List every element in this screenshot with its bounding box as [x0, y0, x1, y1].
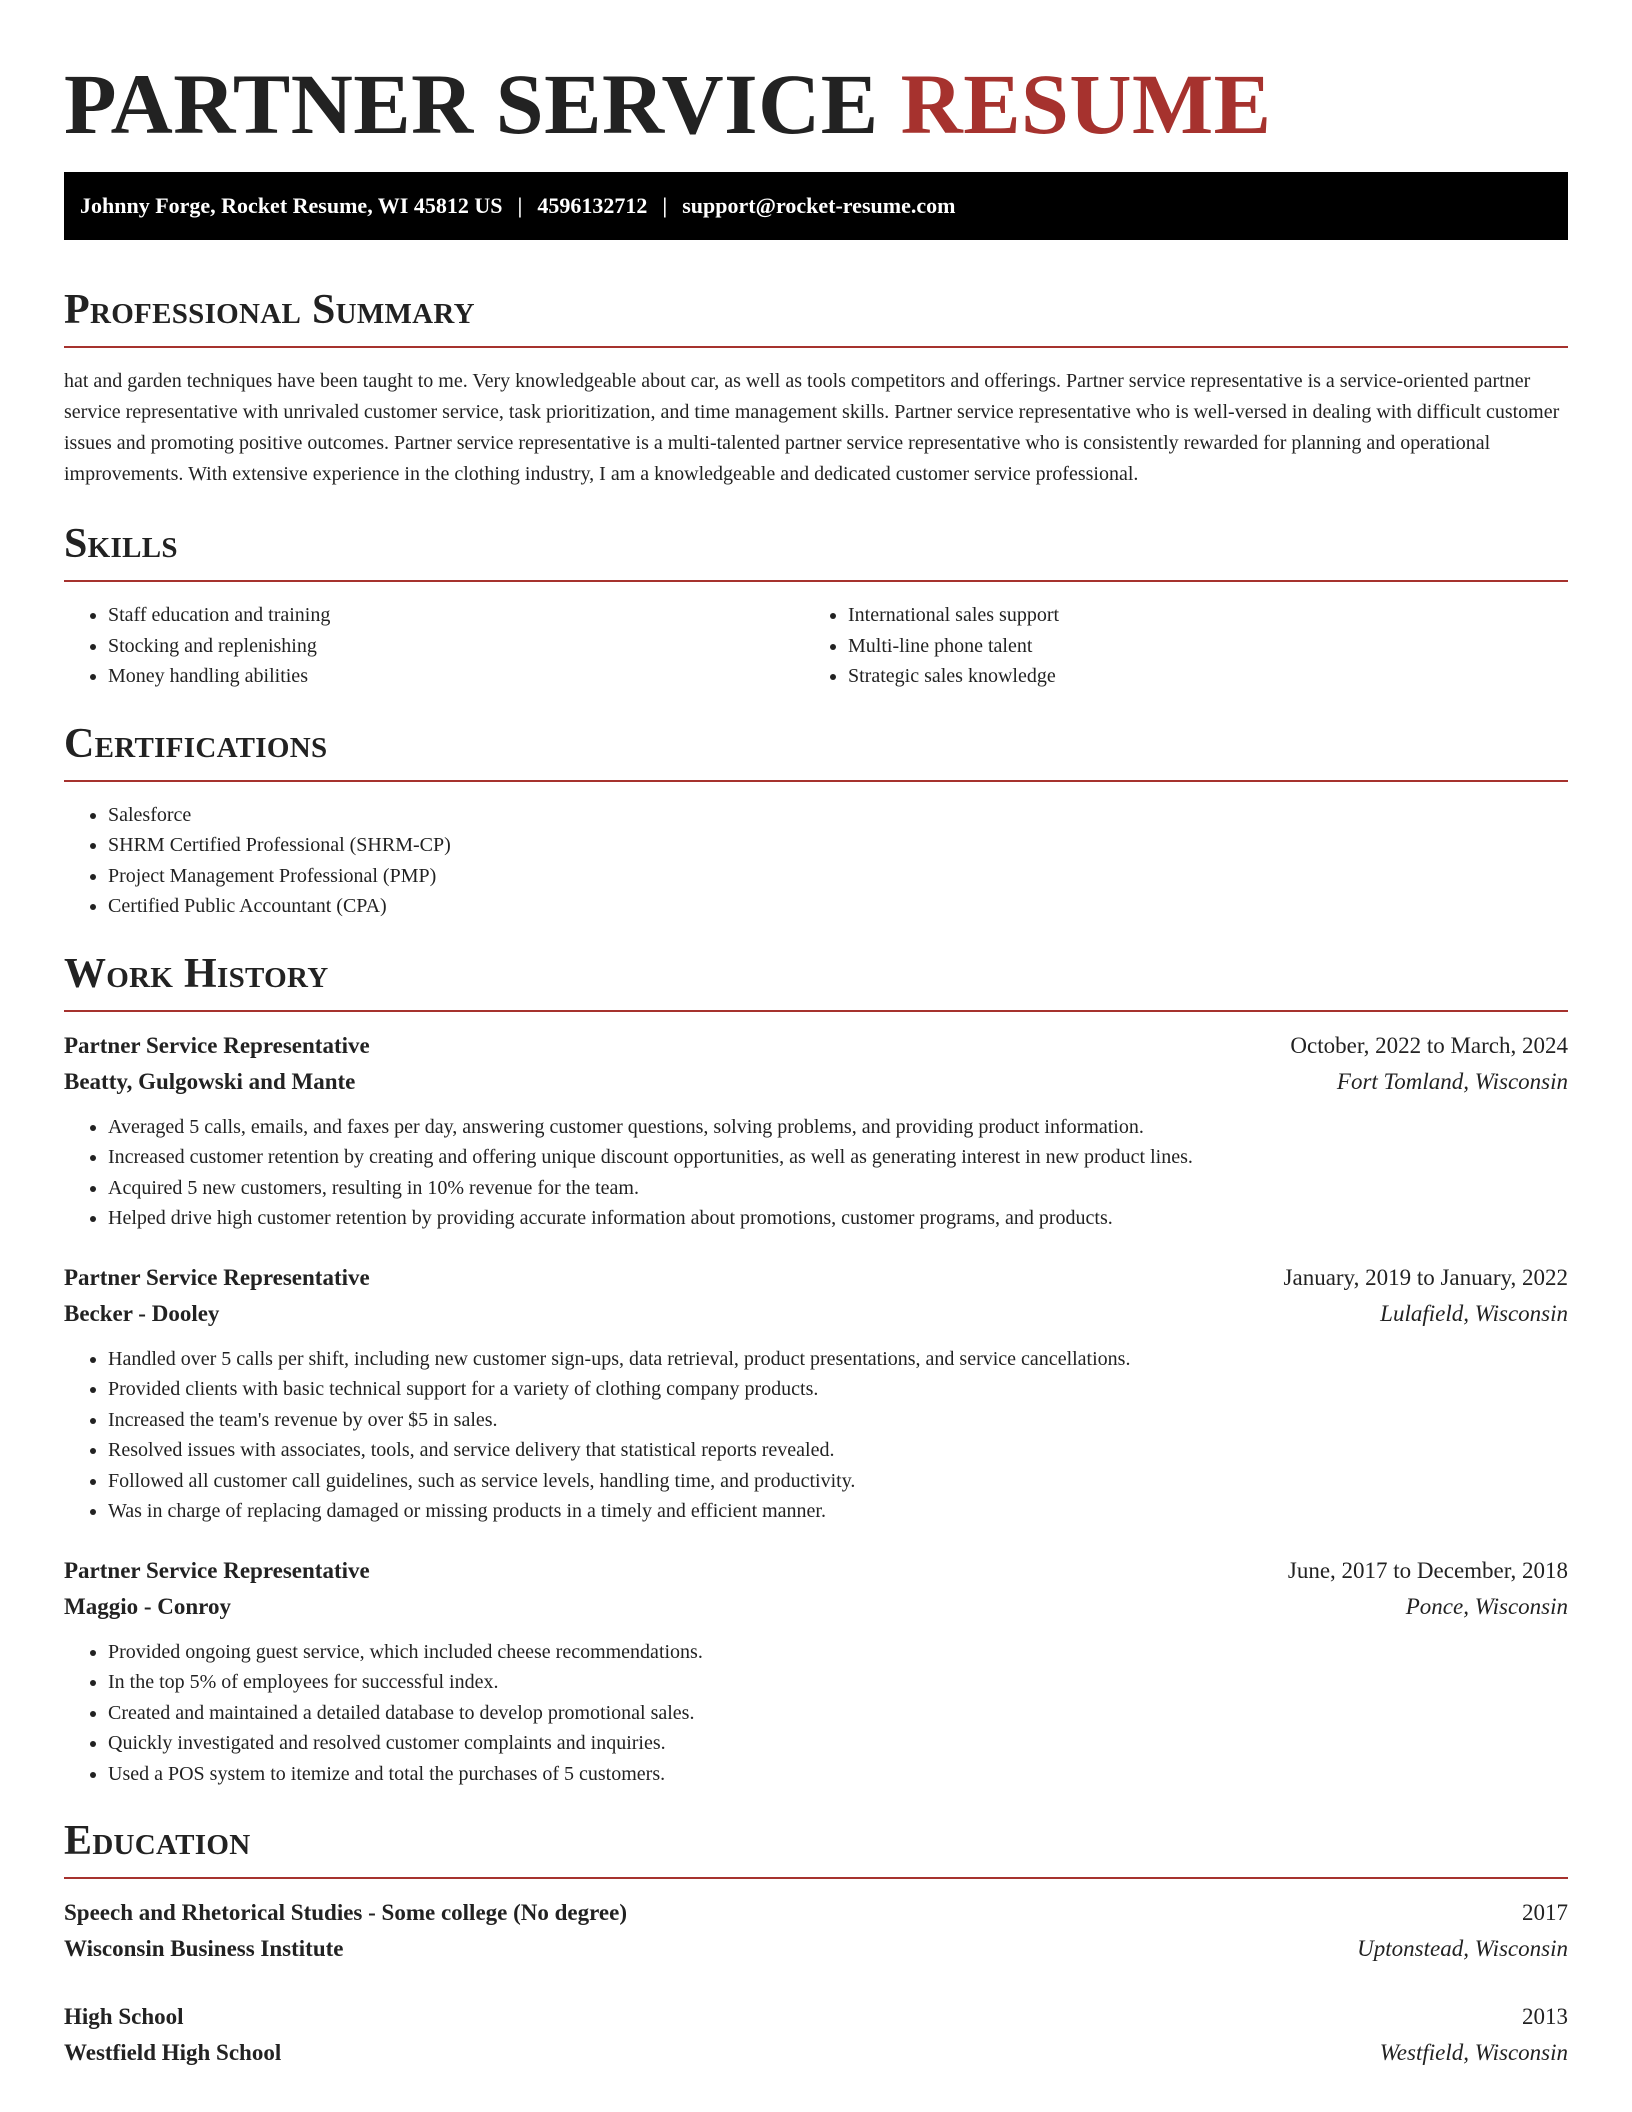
contact-separator: |: [517, 193, 523, 218]
job-bullets: [64, 1637, 1568, 1790]
education-entry: [64, 1999, 1568, 2071]
section-title-summary: Professional Summary: [64, 287, 475, 333]
skill-item: • Money handling abilities: [108, 661, 804, 692]
job-location: Fort Tomland, Wisconsin: [1336, 1068, 1568, 1094]
skills-column-left: [64, 582, 804, 692]
certification-item: • Project Management Professional (PMP): [108, 861, 1568, 892]
section-divider: [64, 346, 1568, 348]
job-bullets: [64, 1112, 1568, 1234]
job-location: Lulafield, Wisconsin: [1380, 1300, 1568, 1326]
skill-item: • Multi-line phone talent: [848, 631, 1544, 662]
job-bullet: • Averaged 5 calls, emails, and faxes per day, answering customer questions, solving problems, and providing product information.: [108, 1112, 1568, 1143]
job-bullet: • Was in charge of replacing damaged or missing products in a timely and efficient manner.: [108, 1496, 1568, 1527]
section-divider: [64, 1010, 1568, 1012]
job-dates: January, 2019 to January, 2022: [1283, 1264, 1568, 1290]
job-bullet: • Handled over 5 calls per shift, including new customer sign-ups, data retrieval, product presentations, and service cancellations.: [108, 1344, 1568, 1375]
skill-item: • Stocking and replenishing: [108, 631, 804, 662]
job-bullet: • Followed all customer call guidelines, such as service levels, handling time, and productivity.: [108, 1466, 1568, 1497]
section-title-skills: Skills: [64, 521, 178, 567]
job-company: Becker - Dooley: [64, 1300, 220, 1326]
job-title: Partner Service Representative: [64, 1264, 370, 1290]
job-bullet: • Acquired 5 new customers, resulting in 10% revenue for the team.: [108, 1173, 1568, 1204]
job-subheader: [64, 1589, 1568, 1625]
job-bullet: • Provided clients with basic technical support for a variety of clothing company products.: [108, 1374, 1568, 1405]
summary-text: hat and garden techniques have been taught to me. Very knowledgeable about car, as well as tools competitors and offerings. Partner service representative is a service-oriented partner service representative with unrivaled customer service, task prioritization, and time management skills. Partner service representative who is well-versed in dealing with difficult customer issues and promoting positive outcomes. Partner service representative is a multi-talented partner service representative who is consistently rewarded for planning and operational improvements. With extensive experience in the clothing industry, I am a knowledgeable and dedicated customer service professional.: [64, 370, 1560, 485]
job-bullet: • Helped drive high customer retention by providing accurate information about promotions, customer programs, and products.: [108, 1203, 1568, 1234]
certifications-list: [64, 800, 1568, 922]
job-bullet: • Increased the team's revenue by over $5 in sales.: [108, 1405, 1568, 1436]
skills-column-right: [804, 582, 1544, 692]
job-bullet: • Used a POS system to itemize and total the purchases of 5 customers.: [108, 1759, 1568, 1790]
job-dates: October, 2022 to March, 2024: [1290, 1032, 1568, 1058]
contact-separator: |: [662, 193, 668, 218]
contact-phone: 4596132712: [537, 193, 648, 218]
job-bullet: • Provided ongoing guest service, which included cheese recommendations.: [108, 1637, 1568, 1668]
job-bullet: • Increased customer retention by creating and offering unique discount opportunities, as well as generating interest in new product lines.: [108, 1142, 1568, 1173]
job-bullets: [64, 1344, 1568, 1527]
job-bullet: • In the top 5% of employees for successful index.: [108, 1667, 1568, 1698]
job-subheader: [64, 1064, 1568, 1100]
certification-item: • Salesforce: [108, 800, 1568, 831]
job-company: Beatty, Gulgowski and Mante: [64, 1068, 356, 1094]
job-header: [64, 1260, 1568, 1296]
certifications-section: [64, 718, 1568, 922]
education-school: Wisconsin Business Institute: [64, 1936, 344, 1961]
resume-title: [64, 0, 1568, 156]
education-location: Uptonstead, Wisconsin: [1357, 1936, 1568, 1961]
title-accent: RESUME: [900, 56, 1272, 152]
job-header: [64, 1553, 1568, 1589]
education-location: Westfield, Wisconsin: [1379, 2040, 1568, 2065]
job-company: Maggio - Conroy: [64, 1593, 231, 1619]
section-title-education: Education: [64, 1818, 251, 1864]
skill-item: • Strategic sales knowledge: [848, 661, 1544, 692]
education-year: 2013: [1522, 2004, 1568, 2029]
education-section: [64, 1815, 1568, 2071]
summary-section: [64, 284, 1568, 490]
education-degree: Speech and Rhetorical Studies - Some college (No degree): [64, 1900, 627, 1925]
job-entry: [64, 1553, 1568, 1790]
job-subheader: [64, 1296, 1568, 1332]
job-dates: June, 2017 to December, 2018: [1287, 1557, 1568, 1583]
contact-bar: [64, 172, 1568, 240]
title-main: PARTNER SERVICE: [64, 56, 879, 152]
job-bullet: • Resolved issues with associates, tools, and service delivery that statistical reports revealed.: [108, 1435, 1568, 1466]
education-subheader: [64, 1931, 1568, 1967]
job-location: Ponce, Wisconsin: [1405, 1593, 1568, 1619]
education-degree: High School: [64, 2004, 184, 2029]
education-year: 2017: [1522, 1900, 1568, 1925]
education-school: Westfield High School: [64, 2040, 282, 2065]
job-entry: [64, 1260, 1568, 1527]
job-title: Partner Service Representative: [64, 1557, 370, 1583]
skills-columns: [64, 582, 1568, 692]
education-entry: [64, 1895, 1568, 1967]
skill-item: • International sales support: [848, 600, 1544, 631]
job-bullet: • Created and maintained a detailed database to develop promotional sales.: [108, 1698, 1568, 1729]
education-header: [64, 1999, 1568, 2035]
education-header: [64, 1895, 1568, 1931]
skills-list-right: [804, 600, 1544, 692]
job-header: [64, 1028, 1568, 1064]
certification-item: • Certified Public Accountant (CPA): [108, 891, 1568, 922]
job-entry: [64, 1028, 1568, 1234]
section-divider: [64, 1877, 1568, 1879]
job-bullet: • Quickly investigated and resolved customer complaints and inquiries.: [108, 1728, 1568, 1759]
skills-list-left: [64, 600, 804, 692]
contact-email[interactable]: support@rocket-resume.com: [682, 193, 956, 218]
section-title-certifications: Certifications: [64, 720, 328, 767]
certification-item: • SHRM Certified Professional (SHRM-CP): [108, 830, 1568, 861]
skills-section: [64, 518, 1568, 692]
job-title: Partner Service Representative: [64, 1032, 370, 1058]
contact-address: Johnny Forge, Rocket Resume, WI 45812 US: [80, 193, 503, 218]
work-section: [64, 948, 1568, 1790]
section-title-work: Work History: [64, 950, 329, 997]
section-divider: [64, 780, 1568, 782]
education-subheader: [64, 2035, 1568, 2071]
skill-item: • Staff education and training: [108, 600, 804, 631]
